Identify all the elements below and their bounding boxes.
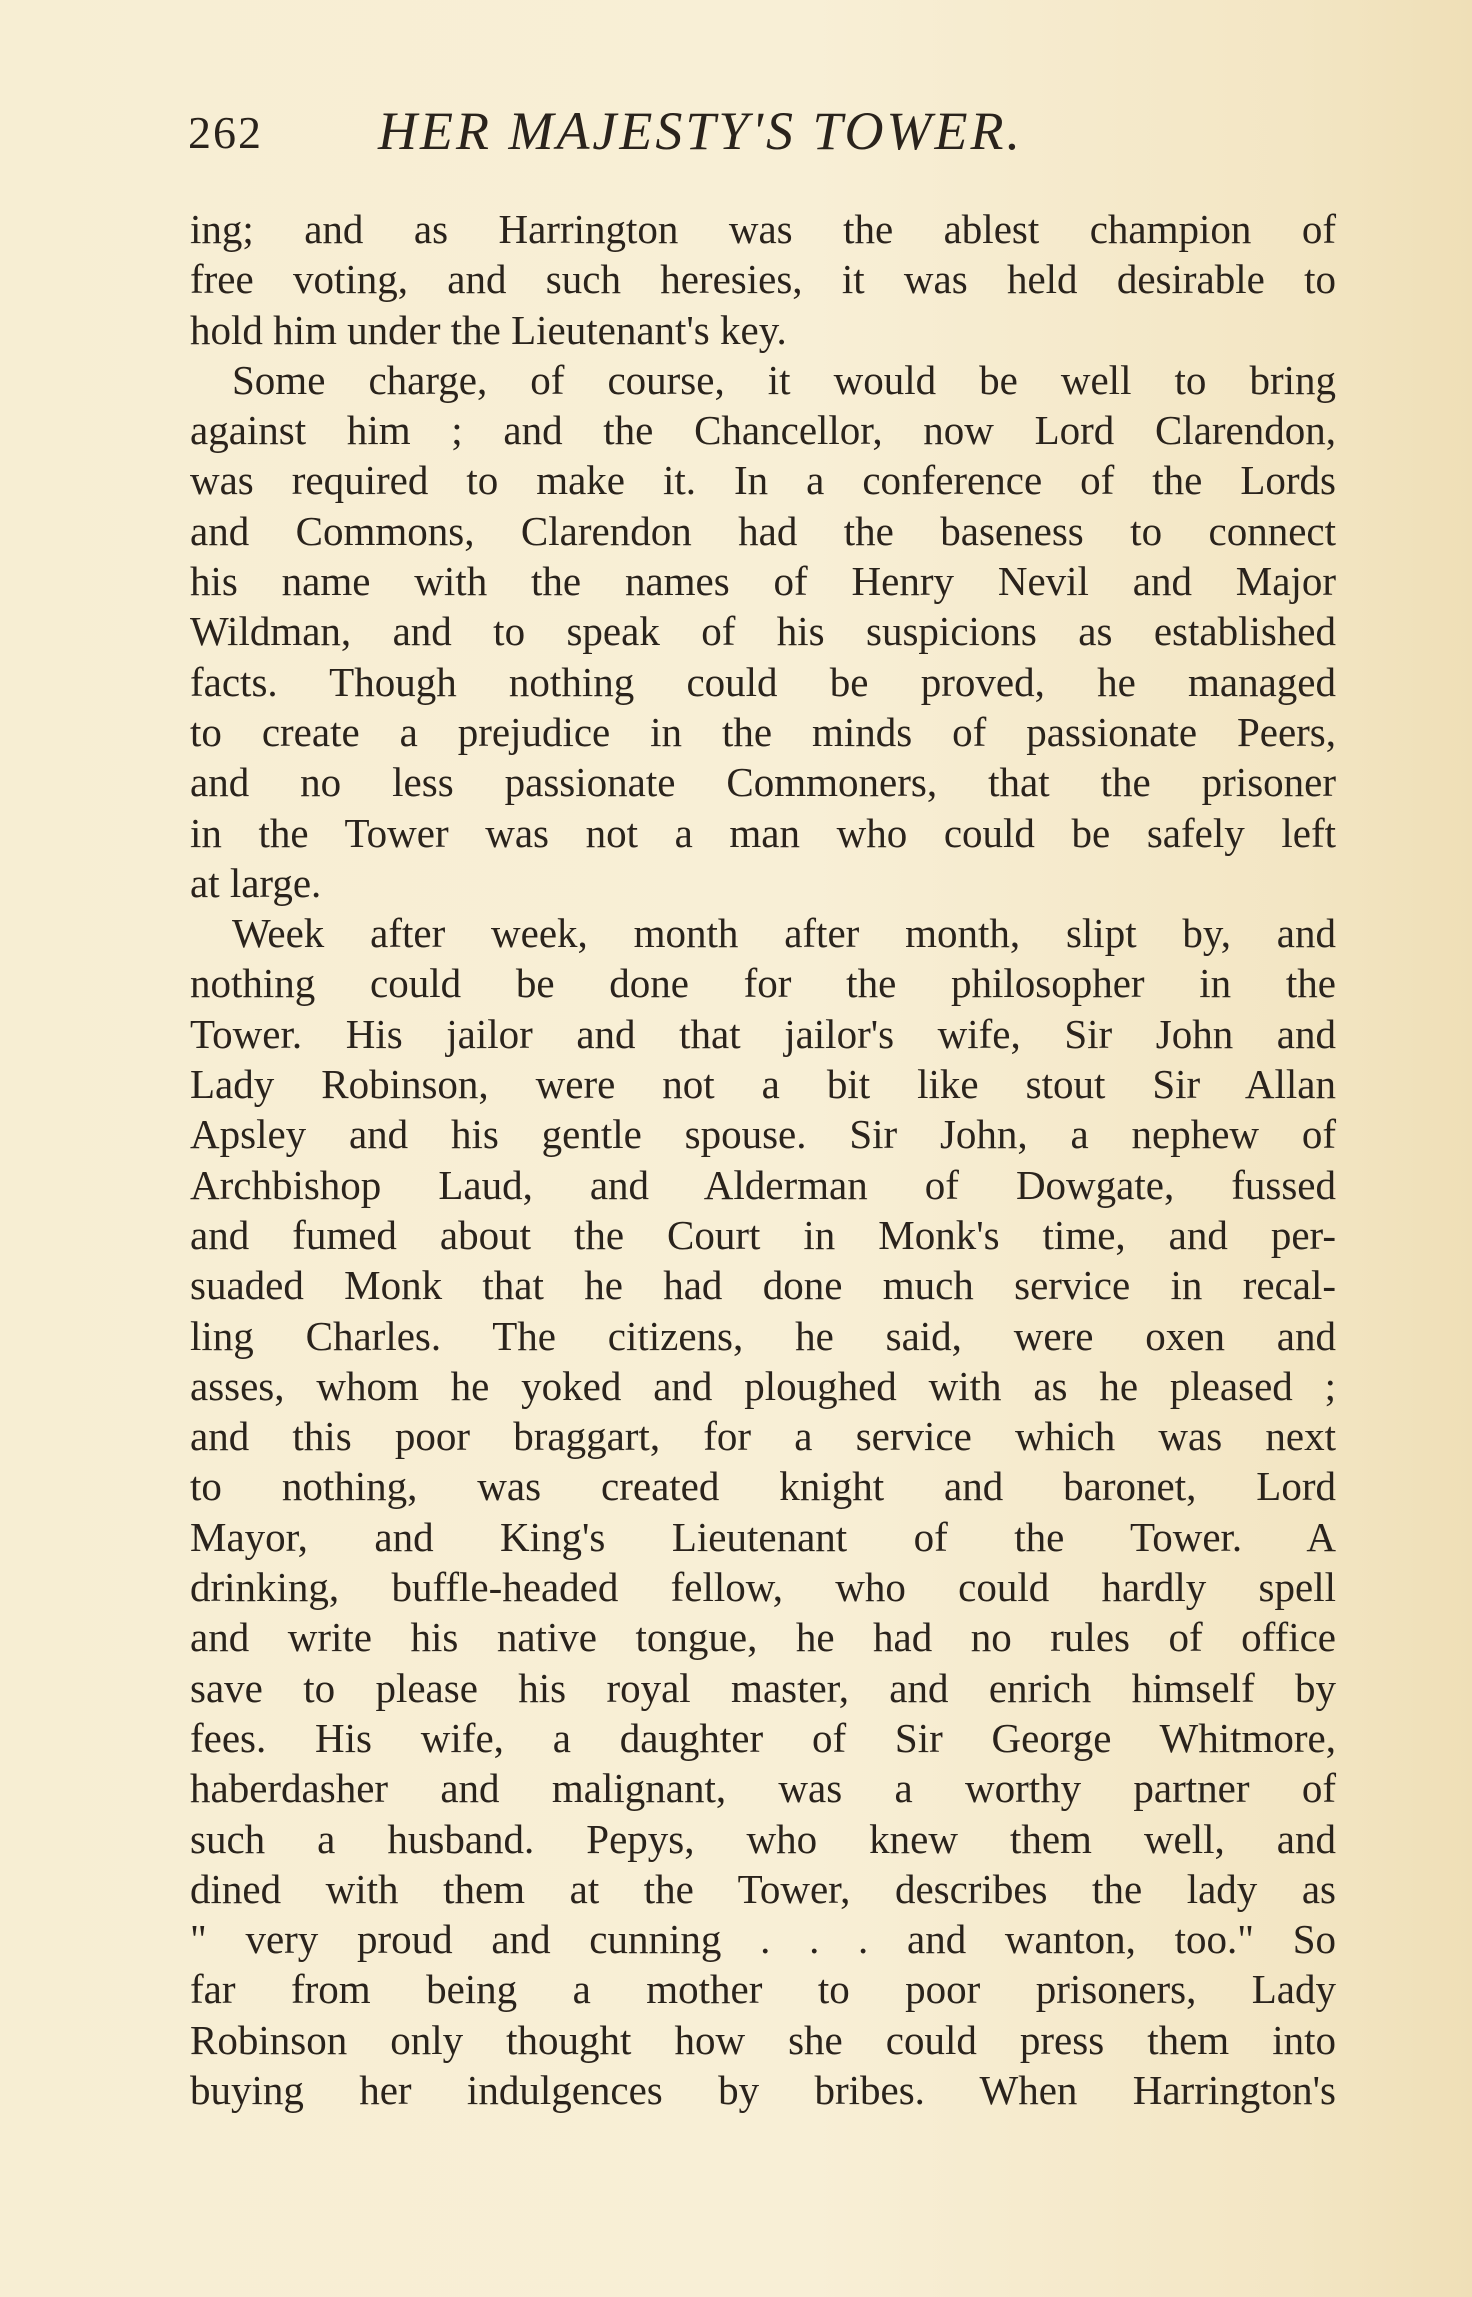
text-line: at large. <box>190 859 322 906</box>
text-line: free voting, and such heresies, it was held desirable to <box>190 256 1336 303</box>
text-line: save to please his royal master, and enrich himself by <box>190 1664 1336 1711</box>
text-line: his name with the names of Henry Nevil and Major <box>190 558 1336 605</box>
text-line: fees. His wife, a daughter of Sir George Whitmore, <box>190 1714 1336 1761</box>
text-line: facts. Though nothing could be proved, he managed <box>190 658 1336 705</box>
body-text <box>190 204 1336 2115</box>
text-line: buying her indulgences by bribes. When Harrington's <box>190 2066 1336 2113</box>
text-line: to nothing, was created knight and baronet, Lord <box>190 1463 1336 1510</box>
text-line: haberdasher and malignant, was a worthy partner of <box>190 1765 1336 1812</box>
text-line: to create a prejudice in the minds of passionate Peers, <box>190 708 1336 755</box>
text-line: hold him under the Lieutenant's key. <box>190 306 787 353</box>
text-line: Week after week, month after month, slipt by, and <box>232 910 1336 957</box>
text-line: dined with them at the Tower, describes the lady as <box>190 1865 1336 1912</box>
text-line: suaded Monk that he had done much service in recal- <box>190 1262 1336 1309</box>
text-line: Archbishop Laud, and Alderman of Dowgate, fussed <box>190 1161 1336 1208</box>
text-line: far from being a mother to poor prisoners, Lady <box>190 1966 1336 2013</box>
text-line: Robinson only thought how she could press them into <box>190 2016 1336 2063</box>
page-header <box>188 100 1348 170</box>
text-line: and this poor braggart, for a service which was next <box>190 1413 1336 1460</box>
text-line: " very proud and cunning . . . and wanton, too." So <box>190 1916 1336 1963</box>
text-line: such a husband. Pepys, who knew them well, and <box>190 1815 1336 1862</box>
text-line: Some charge, of course, it would be well to bring <box>232 356 1336 403</box>
text-line: ling Charles. The citizens, he said, were oxen and <box>190 1312 1336 1359</box>
text-line: asses, whom he yoked and ploughed with as he pleased ; <box>190 1362 1336 1409</box>
text-line: against him ; and the Chancellor, now Lord Clarendon, <box>190 407 1336 454</box>
running-head: HER MAJESTY'S TOWER. <box>378 101 1024 161</box>
text-line: in the Tower was not a man who could be safely left <box>190 809 1336 856</box>
text-line: nothing could be done for the philosopher in the <box>190 960 1336 1007</box>
text-line: drinking, buffle-headed fellow, who could hardly spell <box>190 1564 1336 1611</box>
text-line: ing; and as Harrington was the ablest champion of <box>190 206 1336 252</box>
text-line: Tower. His jailor and that jailor's wife, Sir John and <box>190 1010 1336 1057</box>
page-number: 262 <box>188 107 263 158</box>
text-line: Mayor, and King's Lieutenant of the Tower. A <box>190 1513 1336 1560</box>
text-line: Wildman, and to speak of his suspicions as established <box>190 608 1336 655</box>
text-line: was required to make it. In a conference of the Lords <box>190 457 1336 504</box>
text-line: and no less passionate Commoners, that the prisoner <box>190 759 1336 806</box>
text-line: and Commons, Clarendon had the baseness to connect <box>190 507 1336 554</box>
text-line: and write his native tongue, he had no rules of office <box>190 1614 1336 1661</box>
text-line: Lady Robinson, were not a bit like stout Sir Allan <box>190 1061 1336 1108</box>
text-line: and fumed about the Court in Monk's time, and per- <box>190 1211 1336 1258</box>
text-line: Apsley and his gentle spouse. Sir John, a nephew of <box>190 1111 1336 1158</box>
